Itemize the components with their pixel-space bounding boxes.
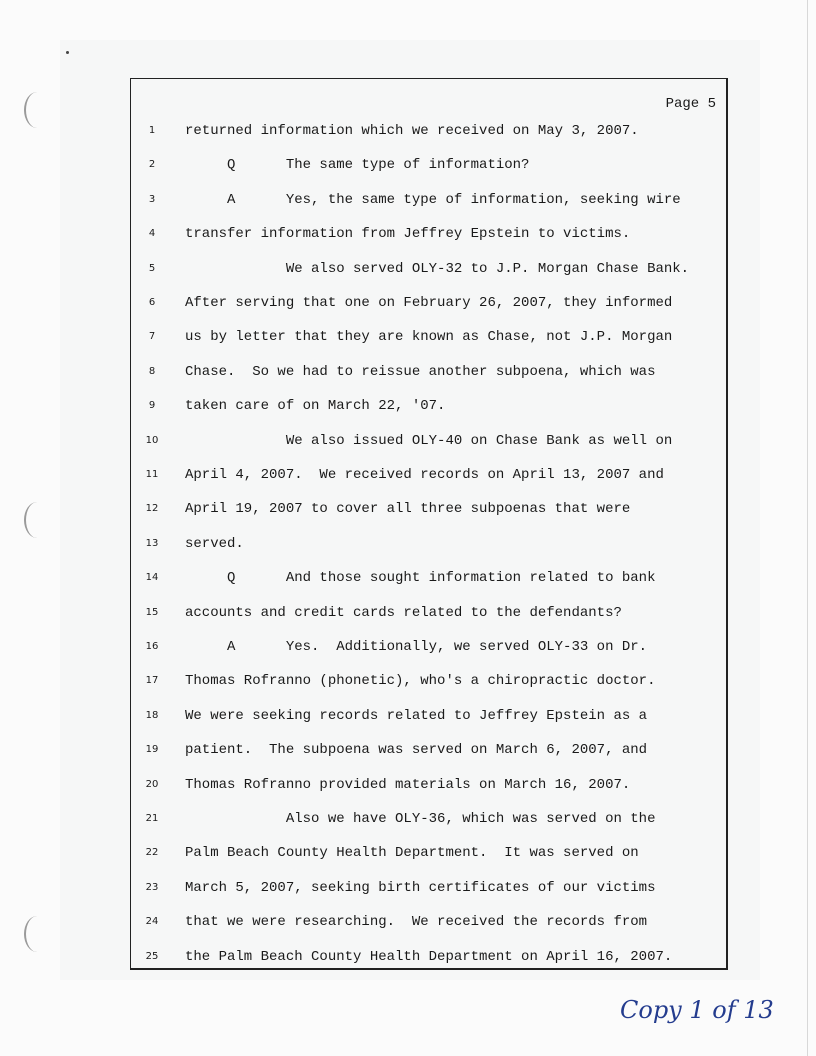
transcript-line [131,398,729,418]
transcript-line [131,329,729,349]
transcript-line [131,433,729,453]
line-text: Also we have OLY-36, which was served on the [185,811,656,827]
line-text: accounts and credit cards related to the defendants? [185,604,622,621]
transcript-line [131,605,729,625]
transcript-line [131,777,729,797]
page-number-label: Page 5 [665,96,716,112]
line-number: 2 [148,159,156,171]
line-number: 5 [148,262,156,274]
line-text: Thomas Rofranno provided materials on March 16, 2007. [185,776,631,793]
transcript-line [131,708,729,728]
line-text: Q And those sought information related to bank [185,570,656,587]
line-number: 8 [148,365,156,377]
handwritten-copy-note: Copy 1 of 13 [620,996,774,1024]
line-number: 10 [145,434,159,446]
transcript-line [131,845,729,865]
line-text: We also served OLY-32 to J.P. Morgan Chase Bank. [185,260,690,277]
line-number: 21 [145,813,159,824]
scan-speck [66,51,69,54]
line-number: 22 [145,847,159,859]
line-text: We also issued OLY-40 on Chase Bank as well on [185,432,673,449]
line-number: 20 [145,778,159,790]
line-text: returned information which we received on May 3, 2007. [185,123,639,139]
line-text: taken care of on March 22, '07. [185,398,446,415]
transcript-line [131,467,729,487]
transcript-line [131,880,729,900]
line-number: 1 [148,125,156,136]
line-number: 14 [145,572,159,584]
line-text: that we were researching. We received the records from [185,914,648,931]
punch-hole-top [24,92,50,128]
punch-hole-middle [24,502,50,538]
transcript-line [131,157,729,177]
line-text: March 5, 2007, seeking birth certificates of our victims [185,879,656,896]
transcript-line [131,742,729,762]
line-number: 6 [148,297,156,308]
line-text: A Yes. Additionally, we served OLY-33 on Dr. [185,639,648,655]
transcript-frame [130,78,728,970]
line-text: April 19, 2007 to cover all three subpoenas that were [185,501,631,518]
transcript-line [131,226,729,246]
line-number: 24 [145,916,159,928]
line-number: 13 [145,537,159,549]
transcript-line [131,914,729,934]
line-number: 17 [145,675,159,687]
transcript-line [131,949,729,969]
transcript-line [131,673,729,693]
line-number: 18 [145,709,159,721]
line-number: 16 [145,641,159,652]
transcript-line [131,364,729,384]
line-number: 9 [148,400,156,412]
punch-hole-bottom [24,916,50,952]
line-text: After serving that one on February 26, 2007, they informed [185,295,673,311]
line-number: 25 [145,950,159,962]
line-text: We were seeking records related to Jeffrey Epstein as a [185,707,648,724]
line-number: 4 [148,228,156,240]
transcript-line [131,192,729,212]
transcript-line [131,261,729,281]
line-number: 3 [148,193,156,205]
line-text: us by letter that they are known as Chase, not J.P. Morgan [185,329,673,346]
line-text: Q The same type of information? [185,157,530,174]
transcript-line [131,123,729,143]
line-text: the Palm Beach County Health Department on April 16, 2007. [185,948,673,965]
page-edge [807,0,808,1056]
line-number: 11 [145,469,159,480]
line-text: April 4, 2007. We received records on April 13, 2007 and [185,467,664,483]
transcript-line [131,639,729,659]
line-number: 12 [145,503,159,515]
line-number: 7 [148,331,156,343]
transcript-line [131,570,729,590]
line-text: patient. The subpoena was served on March 6, 2007, and [185,742,648,759]
line-number: 23 [145,881,159,893]
line-text: A Yes, the same type of information, seeking wire [185,191,681,208]
line-text: transfer information from Jeffrey Epstein to victims. [185,226,631,243]
line-text: Palm Beach County Health Department. It was served on [185,845,639,862]
line-number: 19 [145,744,159,756]
transcript-line [131,536,729,556]
line-text: served. [185,535,244,552]
transcript-line [131,501,729,521]
line-number: 15 [145,606,159,618]
transcript-line [131,811,729,831]
line-text: Chase. So we had to reissue another subpoena, which was [185,363,656,380]
line-text: Thomas Rofranno (phonetic), who's a chiropractic doctor. [185,673,656,690]
transcript-line [131,295,729,315]
